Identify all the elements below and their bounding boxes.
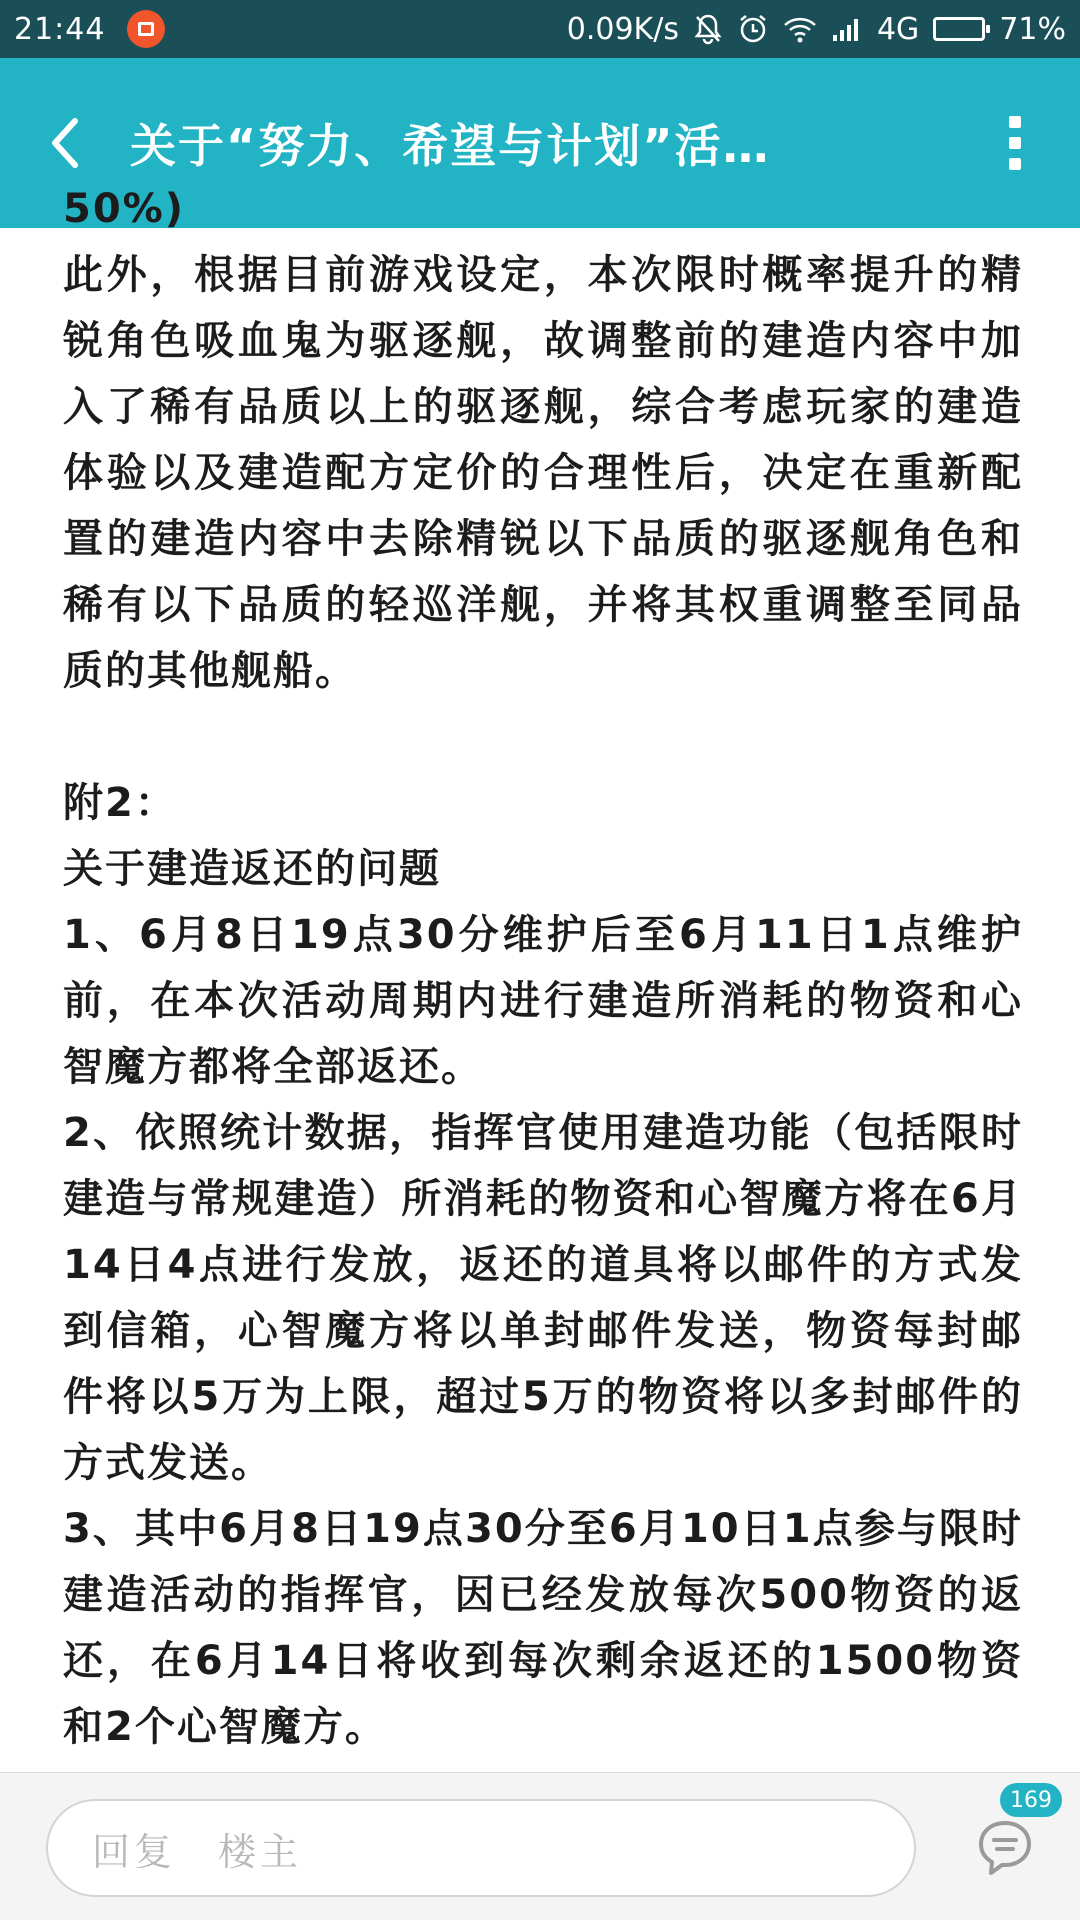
paragraph-spacer [63, 704, 1023, 770]
article-body [63, 176, 1023, 1760]
bottom-reply-bar [0, 1772, 1080, 1920]
article-content [0, 186, 1080, 1772]
battery-percent: 71% [999, 11, 1066, 47]
screenshot-notification-icon [127, 10, 165, 48]
signal-icon [831, 15, 863, 43]
page-title: 关于“努力、希望与计划”活… [130, 119, 771, 173]
network-type: 4G [876, 11, 920, 47]
status-time: 21:44 [14, 11, 106, 47]
comment-bubble-icon [975, 1817, 1035, 1879]
comment-count-badge: 169 [1000, 1783, 1062, 1817]
appendix-label: 附2： [63, 780, 177, 826]
chevron-left-icon [45, 115, 85, 171]
wifi-icon [783, 15, 817, 43]
article-paragraph: 2、依照统计数据，指挥官使用建造功能（包括限时建造与常规建造）所消耗的物资和心智魔方将在6月14日4点进行发放，返还的道具将以邮件的方式发到信箱，心智魔方将以单封邮件发送，物资每封邮件将以5万为上限，超过5万的物资将以多封邮件的方式发送。 [63, 1110, 1023, 1486]
article-paragraph: 此外，根据目前游戏设定，本次限时概率提升的精锐角色吸血鬼为驱逐舰，故调整前的建造内容中加入了稀有品质以上的驱逐舰，综合考虑玩家的建造体验以及建造配方定价的合理性后，决定在重新配置的建造内容中去除精锐以下品质的驱逐舰角色和稀有以下品质的轻巡洋舰，并将其权重调整至同品质的其他舰船。 [63, 252, 1023, 694]
bell-muted-icon [693, 13, 723, 45]
article-cut-line: 50%) [63, 186, 186, 232]
reply-input[interactable]: 回复 楼主 [46, 1799, 916, 1897]
article-paragraph: 1、6月8日19点30分维护后至6月11日1点维护前，在本次活动周期内进行建造所消耗的物资和心智魔方都将全部返还。 [63, 912, 1023, 1090]
more-vertical-icon [1009, 116, 1021, 170]
article-paragraph: 3、其中6月8日19点30分至6月10日1点参与限时建造活动的指挥官，因已经发放每次500物资的返还，在6月14日将收到每次剩余返还的1500物资和2个心智魔方。 [63, 1506, 1023, 1750]
status-bar [0, 0, 1080, 58]
network-speed: 0.09K/s [566, 11, 679, 47]
battery-icon [933, 17, 985, 41]
alarm-icon [737, 13, 769, 45]
section-heading: 关于建造返还的问题 [63, 846, 441, 892]
